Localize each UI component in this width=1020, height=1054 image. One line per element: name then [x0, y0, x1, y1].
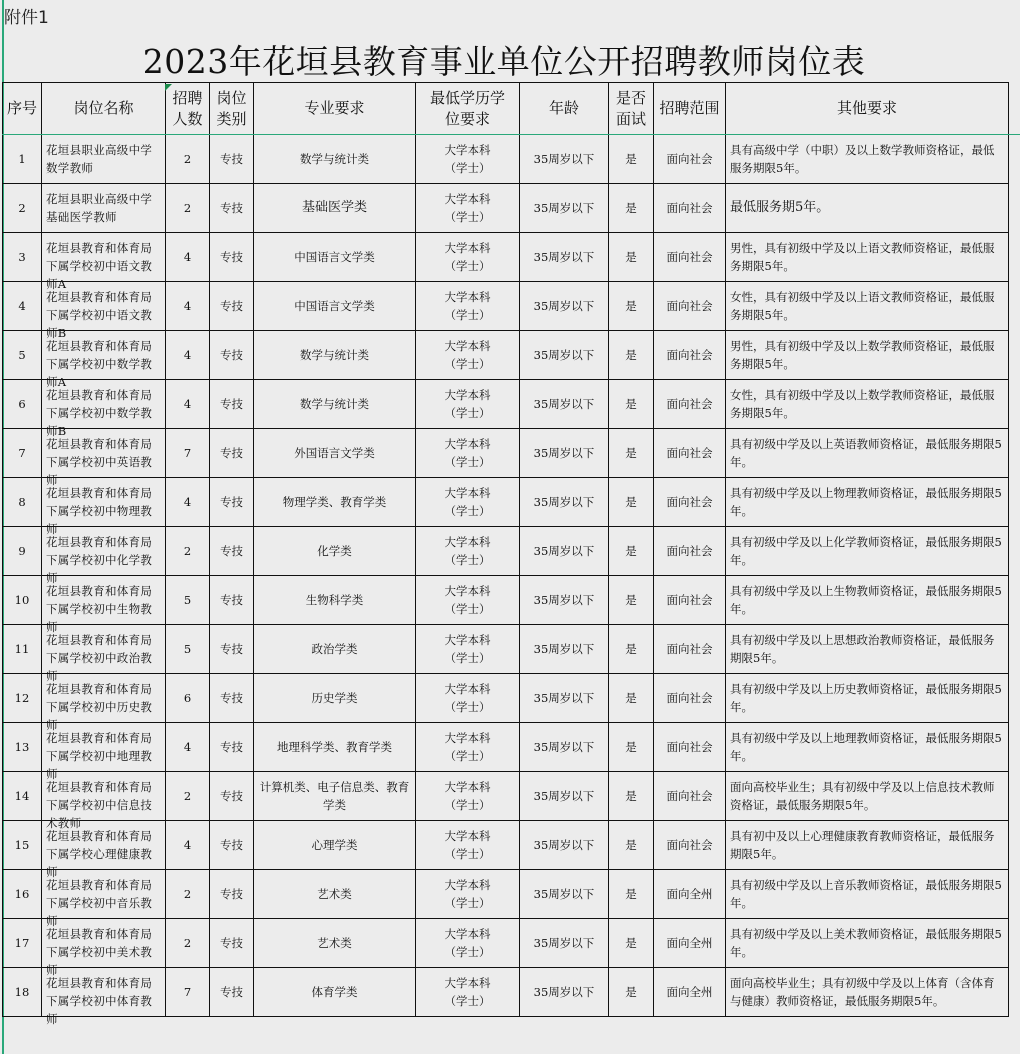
cell-scope: 面向社会	[654, 576, 726, 625]
table-row	[3, 527, 1009, 576]
cell-age: 35周岁以下	[520, 184, 609, 233]
cell-count: 2	[166, 135, 210, 184]
cell-count: 4	[166, 282, 210, 331]
cell-age: 35周岁以下	[520, 772, 609, 821]
cell-scope: 面向社会	[654, 625, 726, 674]
cell-type: 专技	[210, 870, 254, 919]
cell-type: 专技	[210, 919, 254, 968]
cell-name: 花垣县教育和体育局下属学校初中音乐教师	[42, 870, 166, 919]
cell-interview: 是	[609, 723, 654, 772]
cell-scope: 面向全州	[654, 919, 726, 968]
header-education: 最低学历学 位要求	[416, 83, 520, 135]
cell-name: 花垣县教育和体育局下属学校初中语文教师A	[42, 233, 166, 282]
cell-seq: 14	[3, 772, 42, 821]
cell-type: 专技	[210, 282, 254, 331]
cell-scope: 面向全州	[654, 968, 726, 1017]
cell-other: 具有初级中学及以上物理教师资格证，最低服务期限5年。	[726, 478, 1009, 527]
cell-interview: 是	[609, 380, 654, 429]
cell-count: 2	[166, 184, 210, 233]
table-row	[3, 968, 1009, 1017]
cell-scope: 面向社会	[654, 723, 726, 772]
cell-seq: 4	[3, 282, 42, 331]
cell-education: 大学本科 （学士）	[416, 919, 520, 968]
cell-count: 5	[166, 576, 210, 625]
cell-major: 数学与统计类	[254, 331, 416, 380]
cell-major: 数学与统计类	[254, 135, 416, 184]
cell-seq: 2	[3, 184, 42, 233]
cell-major: 艺术类	[254, 870, 416, 919]
cell-name: 花垣县职业高级中学基础医学教师	[42, 184, 166, 233]
cell-type: 专技	[210, 821, 254, 870]
table-row	[3, 625, 1009, 674]
cell-interview: 是	[609, 233, 654, 282]
cell-other: 最低服务期5年。	[726, 184, 1009, 233]
table-row	[3, 576, 1009, 625]
cell-other: 具有初级中学及以上美术教师资格证，最低服务期限5年。	[726, 919, 1009, 968]
cell-major: 生物科学类	[254, 576, 416, 625]
table-row	[3, 772, 1009, 821]
cell-education: 大学本科 （学士）	[416, 527, 520, 576]
header-interview: 是否 面试	[609, 83, 654, 135]
cell-education: 大学本科 （学士）	[416, 135, 520, 184]
cell-education: 大学本科 （学士）	[416, 772, 520, 821]
cell-comment-marker	[165, 84, 172, 91]
cell-education: 大学本科 （学士）	[416, 723, 520, 772]
cell-scope: 面向社会	[654, 331, 726, 380]
cell-education: 大学本科 （学士）	[416, 184, 520, 233]
cell-seq: 12	[3, 674, 42, 723]
header-major: 专业要求	[254, 83, 416, 135]
cell-seq: 10	[3, 576, 42, 625]
cell-major: 基础医学类	[254, 184, 416, 233]
cell-name: 花垣县教育和体育局下属学校初中体育教师	[42, 968, 166, 1017]
cell-scope: 面向社会	[654, 429, 726, 478]
cell-age: 35周岁以下	[520, 331, 609, 380]
cell-age: 35周岁以下	[520, 429, 609, 478]
cell-scope: 面向社会	[654, 282, 726, 331]
cell-age: 35周岁以下	[520, 380, 609, 429]
cell-other: 具有初中及以上心理健康教育教师资格证，最低服务期限5年。	[726, 821, 1009, 870]
cell-name: 花垣县教育和体育局下属学校初中政治教师	[42, 625, 166, 674]
cell-other: 具有高级中学（中职）及以上数学教师资格证，最低服务期限5年。	[726, 135, 1009, 184]
cell-education: 大学本科 （学士）	[416, 478, 520, 527]
table-row	[3, 429, 1009, 478]
table-row	[3, 233, 1009, 282]
cell-education: 大学本科 （学士）	[416, 625, 520, 674]
cell-type: 专技	[210, 135, 254, 184]
cell-age: 35周岁以下	[520, 478, 609, 527]
cell-count: 4	[166, 331, 210, 380]
cell-major: 化学类	[254, 527, 416, 576]
cell-education: 大学本科 （学士）	[416, 576, 520, 625]
cell-seq: 16	[3, 870, 42, 919]
cell-major: 艺术类	[254, 919, 416, 968]
cell-name: 花垣县教育和体育局下属学校初中美术教师	[42, 919, 166, 968]
cell-major: 地理科学类、教育学类	[254, 723, 416, 772]
header-count: 招聘 人数	[166, 83, 210, 135]
cell-age: 35周岁以下	[520, 625, 609, 674]
cell-name: 花垣县教育和体育局下属学校初中化学教师	[42, 527, 166, 576]
cell-interview: 是	[609, 576, 654, 625]
cell-seq: 8	[3, 478, 42, 527]
cell-seq: 5	[3, 331, 42, 380]
cell-major: 政治学类	[254, 625, 416, 674]
cell-education: 大学本科 （学士）	[416, 674, 520, 723]
cell-education: 大学本科 （学士）	[416, 282, 520, 331]
cell-count: 2	[166, 527, 210, 576]
cell-age: 35周岁以下	[520, 968, 609, 1017]
cell-education: 大学本科 （学士）	[416, 429, 520, 478]
cell-count: 7	[166, 968, 210, 1017]
table-row	[3, 184, 1009, 233]
cell-type: 专技	[210, 772, 254, 821]
cell-age: 35周岁以下	[520, 674, 609, 723]
cell-interview: 是	[609, 870, 654, 919]
cell-education: 大学本科 （学士）	[416, 821, 520, 870]
cell-seq: 7	[3, 429, 42, 478]
cell-type: 专技	[210, 968, 254, 1017]
cell-education: 大学本科 （学士）	[416, 233, 520, 282]
cell-other: 具有初级中学及以上历史教师资格证，最低服务期限5年。	[726, 674, 1009, 723]
cell-other: 女性，具有初级中学及以上语文教师资格证，最低服务期限5年。	[726, 282, 1009, 331]
cell-count: 2	[166, 870, 210, 919]
cell-type: 专技	[210, 380, 254, 429]
header-type: 岗位 类别	[210, 83, 254, 135]
cell-seq: 1	[3, 135, 42, 184]
cell-age: 35周岁以下	[520, 870, 609, 919]
cell-education: 大学本科 （学士）	[416, 870, 520, 919]
cell-scope: 面向社会	[654, 233, 726, 282]
cell-major: 中国语言文学类	[254, 233, 416, 282]
page-title: 2023年花垣县教育事业单位公开招聘教师岗位表	[142, 42, 866, 81]
cell-name: 花垣县教育和体育局下属学校初中历史教师	[42, 674, 166, 723]
cell-age: 35周岁以下	[520, 919, 609, 968]
cell-scope: 面向社会	[654, 478, 726, 527]
cell-other: 面向高校毕业生；具有初级中学及以上体育（含体育与健康）教师资格证，最低服务期限5年。	[726, 968, 1009, 1017]
cell-other: 具有初级中学及以上地理教师资格证，最低服务期限5年。	[726, 723, 1009, 772]
cell-major: 历史学类	[254, 674, 416, 723]
table-row	[3, 870, 1009, 919]
cell-interview: 是	[609, 135, 654, 184]
cell-other: 具有初级中学及以上思想政治教师资格证，最低服务期限5年。	[726, 625, 1009, 674]
cell-other: 女性，具有初级中学及以上数学教师资格证，最低服务期限5年。	[726, 380, 1009, 429]
table-row	[3, 478, 1009, 527]
cell-major: 体育学类	[254, 968, 416, 1017]
cell-major: 数学与统计类	[254, 380, 416, 429]
cell-count: 2	[166, 919, 210, 968]
header-name: 岗位名称	[42, 83, 166, 135]
cell-count: 4	[166, 380, 210, 429]
cell-type: 专技	[210, 233, 254, 282]
cell-type: 专技	[210, 625, 254, 674]
cell-seq: 9	[3, 527, 42, 576]
cell-count: 4	[166, 233, 210, 282]
cell-name: 花垣县教育和体育局下属学校初中生物教师	[42, 576, 166, 625]
cell-interview: 是	[609, 184, 654, 233]
cell-interview: 是	[609, 282, 654, 331]
cell-name: 花垣县教育和体育局下属学校初中信息技术教师	[42, 772, 166, 821]
header-seq: 序号	[3, 83, 42, 135]
cell-interview: 是	[609, 527, 654, 576]
cell-name: 花垣县教育和体育局下属学校初中数学教师A	[42, 331, 166, 380]
cell-type: 专技	[210, 478, 254, 527]
header-scope: 招聘范围	[654, 83, 726, 135]
cell-name: 花垣县教育和体育局下属学校初中数学教师B	[42, 380, 166, 429]
cell-interview: 是	[609, 674, 654, 723]
header-age: 年龄	[520, 83, 609, 135]
cell-count: 7	[166, 429, 210, 478]
cell-seq: 18	[3, 968, 42, 1017]
cell-count: 4	[166, 723, 210, 772]
cell-scope: 面向社会	[654, 674, 726, 723]
cell-age: 35周岁以下	[520, 527, 609, 576]
cell-education: 大学本科 （学士）	[416, 968, 520, 1017]
cell-major: 计算机类、电子信息类、教育学类	[254, 772, 416, 821]
table-row	[3, 821, 1009, 870]
table-row	[3, 919, 1009, 968]
table-header-row	[3, 83, 1009, 135]
cell-interview: 是	[609, 429, 654, 478]
cell-type: 专技	[210, 429, 254, 478]
cell-age: 35周岁以下	[520, 233, 609, 282]
cell-scope: 面向社会	[654, 772, 726, 821]
annex-label: 附件1	[4, 8, 49, 28]
cell-interview: 是	[609, 919, 654, 968]
cell-other: 具有初级中学及以上音乐教师资格证，最低服务期限5年。	[726, 870, 1009, 919]
table-row	[3, 135, 1009, 184]
cell-count: 4	[166, 821, 210, 870]
cell-seq: 17	[3, 919, 42, 968]
cell-count: 4	[166, 478, 210, 527]
cell-seq: 6	[3, 380, 42, 429]
cell-age: 35周岁以下	[520, 723, 609, 772]
cell-interview: 是	[609, 625, 654, 674]
cell-major: 中国语言文学类	[254, 282, 416, 331]
cell-other: 具有初级中学及以上生物教师资格证，最低服务期限5年。	[726, 576, 1009, 625]
cell-scope: 面向全州	[654, 870, 726, 919]
cell-type: 专技	[210, 331, 254, 380]
cell-age: 35周岁以下	[520, 282, 609, 331]
cell-education: 大学本科 （学士）	[416, 331, 520, 380]
cell-interview: 是	[609, 968, 654, 1017]
cell-other: 具有初级中学及以上英语教师资格证，最低服务期限5年。	[726, 429, 1009, 478]
cell-other: 面向高校毕业生；具有初级中学及以上信息技术教师资格证，最低服务期限5年。	[726, 772, 1009, 821]
cell-scope: 面向社会	[654, 527, 726, 576]
cell-scope: 面向社会	[654, 135, 726, 184]
cell-interview: 是	[609, 331, 654, 380]
positions-table	[2, 82, 1009, 1026]
cell-age: 35周岁以下	[520, 135, 609, 184]
cell-type: 专技	[210, 184, 254, 233]
frozen-pane-line	[2, 134, 1020, 135]
cell-seq: 13	[3, 723, 42, 772]
cell-name: 花垣县教育和体育局下属学校心理健康教师	[42, 821, 166, 870]
cell-other: 具有初级中学及以上化学教师资格证，最低服务期限5年。	[726, 527, 1009, 576]
cell-seq: 11	[3, 625, 42, 674]
cell-interview: 是	[609, 821, 654, 870]
cell-age: 35周岁以下	[520, 576, 609, 625]
header-other: 其他要求	[726, 83, 1009, 135]
cell-count: 2	[166, 772, 210, 821]
cell-other: 男性，具有初级中学及以上语文教师资格证，最低服务期限5年。	[726, 233, 1009, 282]
cell-name: 花垣县教育和体育局下属学校初中英语教师	[42, 429, 166, 478]
cell-major: 外国语言文学类	[254, 429, 416, 478]
cell-type: 专技	[210, 527, 254, 576]
table-row	[3, 674, 1009, 723]
cell-seq: 15	[3, 821, 42, 870]
cell-count: 6	[166, 674, 210, 723]
cell-scope: 面向社会	[654, 184, 726, 233]
cell-education: 大学本科 （学士）	[416, 380, 520, 429]
cell-type: 专技	[210, 674, 254, 723]
table-row	[3, 723, 1009, 772]
table-row	[3, 282, 1009, 331]
cell-type: 专技	[210, 576, 254, 625]
cell-name: 花垣县职业高级中学数学教师	[42, 135, 166, 184]
cell-name: 花垣县教育和体育局下属学校初中物理教师	[42, 478, 166, 527]
cell-other: 男性，具有初级中学及以上数学教师资格证，最低服务期限5年。	[726, 331, 1009, 380]
cell-seq: 3	[3, 233, 42, 282]
table-row	[3, 380, 1009, 429]
cell-name: 花垣县教育和体育局下属学校初中语文教师B	[42, 282, 166, 331]
cell-scope: 面向社会	[654, 821, 726, 870]
cell-major: 物理学类、教育学类	[254, 478, 416, 527]
cell-interview: 是	[609, 478, 654, 527]
cell-name: 花垣县教育和体育局下属学校初中地理教师	[42, 723, 166, 772]
table-row	[3, 331, 1009, 380]
cell-count: 5	[166, 625, 210, 674]
cell-type: 专技	[210, 723, 254, 772]
cell-interview: 是	[609, 772, 654, 821]
cell-age: 35周岁以下	[520, 821, 609, 870]
cell-scope: 面向社会	[654, 380, 726, 429]
cell-major: 心理学类	[254, 821, 416, 870]
